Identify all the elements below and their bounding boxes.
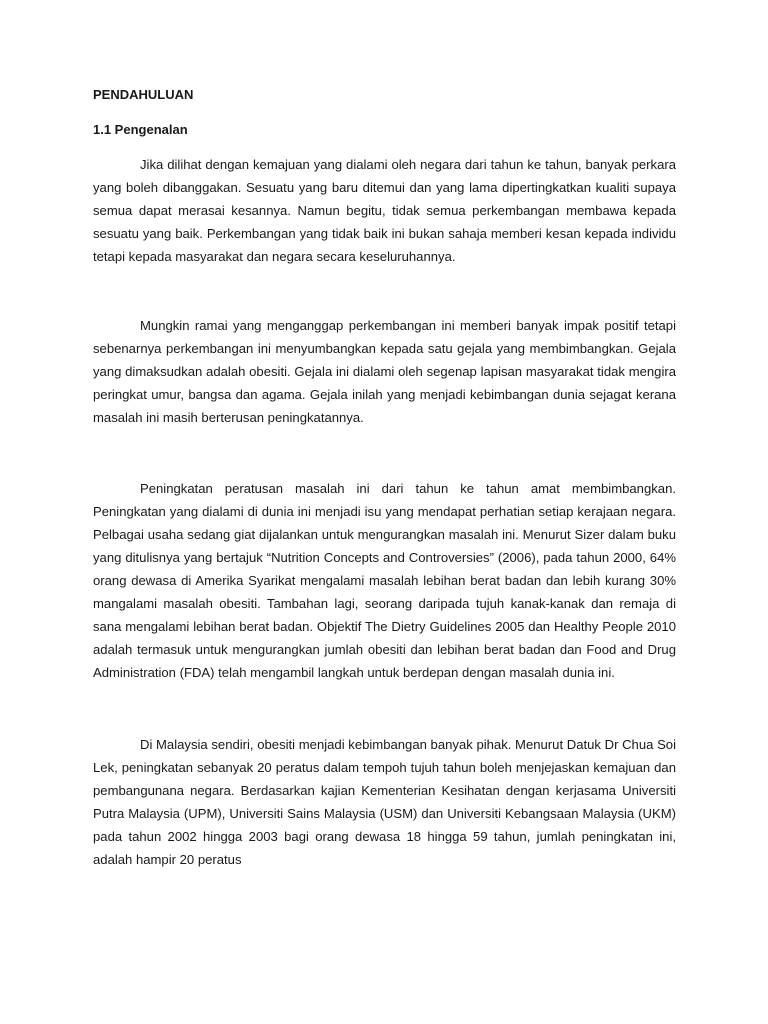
document-body [93,86,676,871]
paragraph-2: Mungkin ramai yang menganggap perkembangan ini memberi banyak impak positif tetapi sebenarnya perkembangan ini menyumbangkan kepada satu gejala yang membimbangkan. Gejala yang dimaksudkan adalah obesiti. Gejala ini dialami oleh segenap lapisan masyarakat tidak mengira peringkat umur, bangsa dan agama. Gejala inilah yang menjadi kebimbangan dunia sejagat kerana masalah ini masih berterusan peningkatannya. [93,318,676,425]
paragraph-4: Di Malaysia sendiri, obesiti menjadi kebimbangan banyak pihak. Menurut Datuk Dr Chua Soi Lek, peningkatan sebanyak 20 peratus dalam tempoh tujuh tahun boleh menjejaskan kemajuan dan pembangunana negara. Berdasarkan kajian Kementerian Kesihatan dengan kerjasama Universiti Putra Malaysia (UPM), Universiti Sains Malaysia (USM) dan Universiti Kebangsaan Malaysia (UKM) pada tahun 2002 hingga 2003 bagi orang dewasa 18 hingga 59 tahun, jumlah peningkatan ini, adalah hampir 20 peratus [93,737,676,867]
section-heading: 1.1 Pengenalan [93,122,188,137]
document-title: PENDAHULUAN [93,87,194,102]
paragraph-3: Peningkatan peratusan masalah ini dari tahun ke tahun amat membimbangkan. Peningkatan yang dialami di dunia ini menjadi isu yang mendapat perhatian setiap kerajaan negara. Pelbagai usaha sedang giat dijalankan untuk mengurangkan masalah ini. Menurut Sizer dalam buku yang ditulisnya yang bertajuk “Nutrition Concepts and Controversies” (2006), pada tahun 2000, 64% orang dewasa di Amerika Syarikat mengalami masalah lebihan berat badan dan lebih kurang 30% mangalami masalah obesiti. Tambahan lagi, seorang daripada tujuh kanak-kanak dan remaja di sana mengalami lebihan berat badan. Objektif The Dietry Guidelines 2005 dan Healthy People 2010 adalah termasuk untuk mengurangkan jumlah obesiti dan lebihan berat badan dan Food and Drug Administration (FDA) telah mengambil langkah untuk berdepan dengan masalah dunia ini. [93,481,676,680]
paragraph-1: Jika dilihat dengan kemajuan yang dialami oleh negara dari tahun ke tahun, banyak perkara yang boleh dibanggakan. Sesuatu yang baru ditemui dan yang lama dipertingkatkan kualiti supaya semua dapat merasai kesannya. Namun begitu, tidak semua perkembangan membawa kepada sesuatu yang baik. Perkembangan yang tidak baik ini bukan sahaja memberi kesan kepada individu tetapi kepada masyarakat dan negara secara keseluruhannya. [93,157,676,264]
